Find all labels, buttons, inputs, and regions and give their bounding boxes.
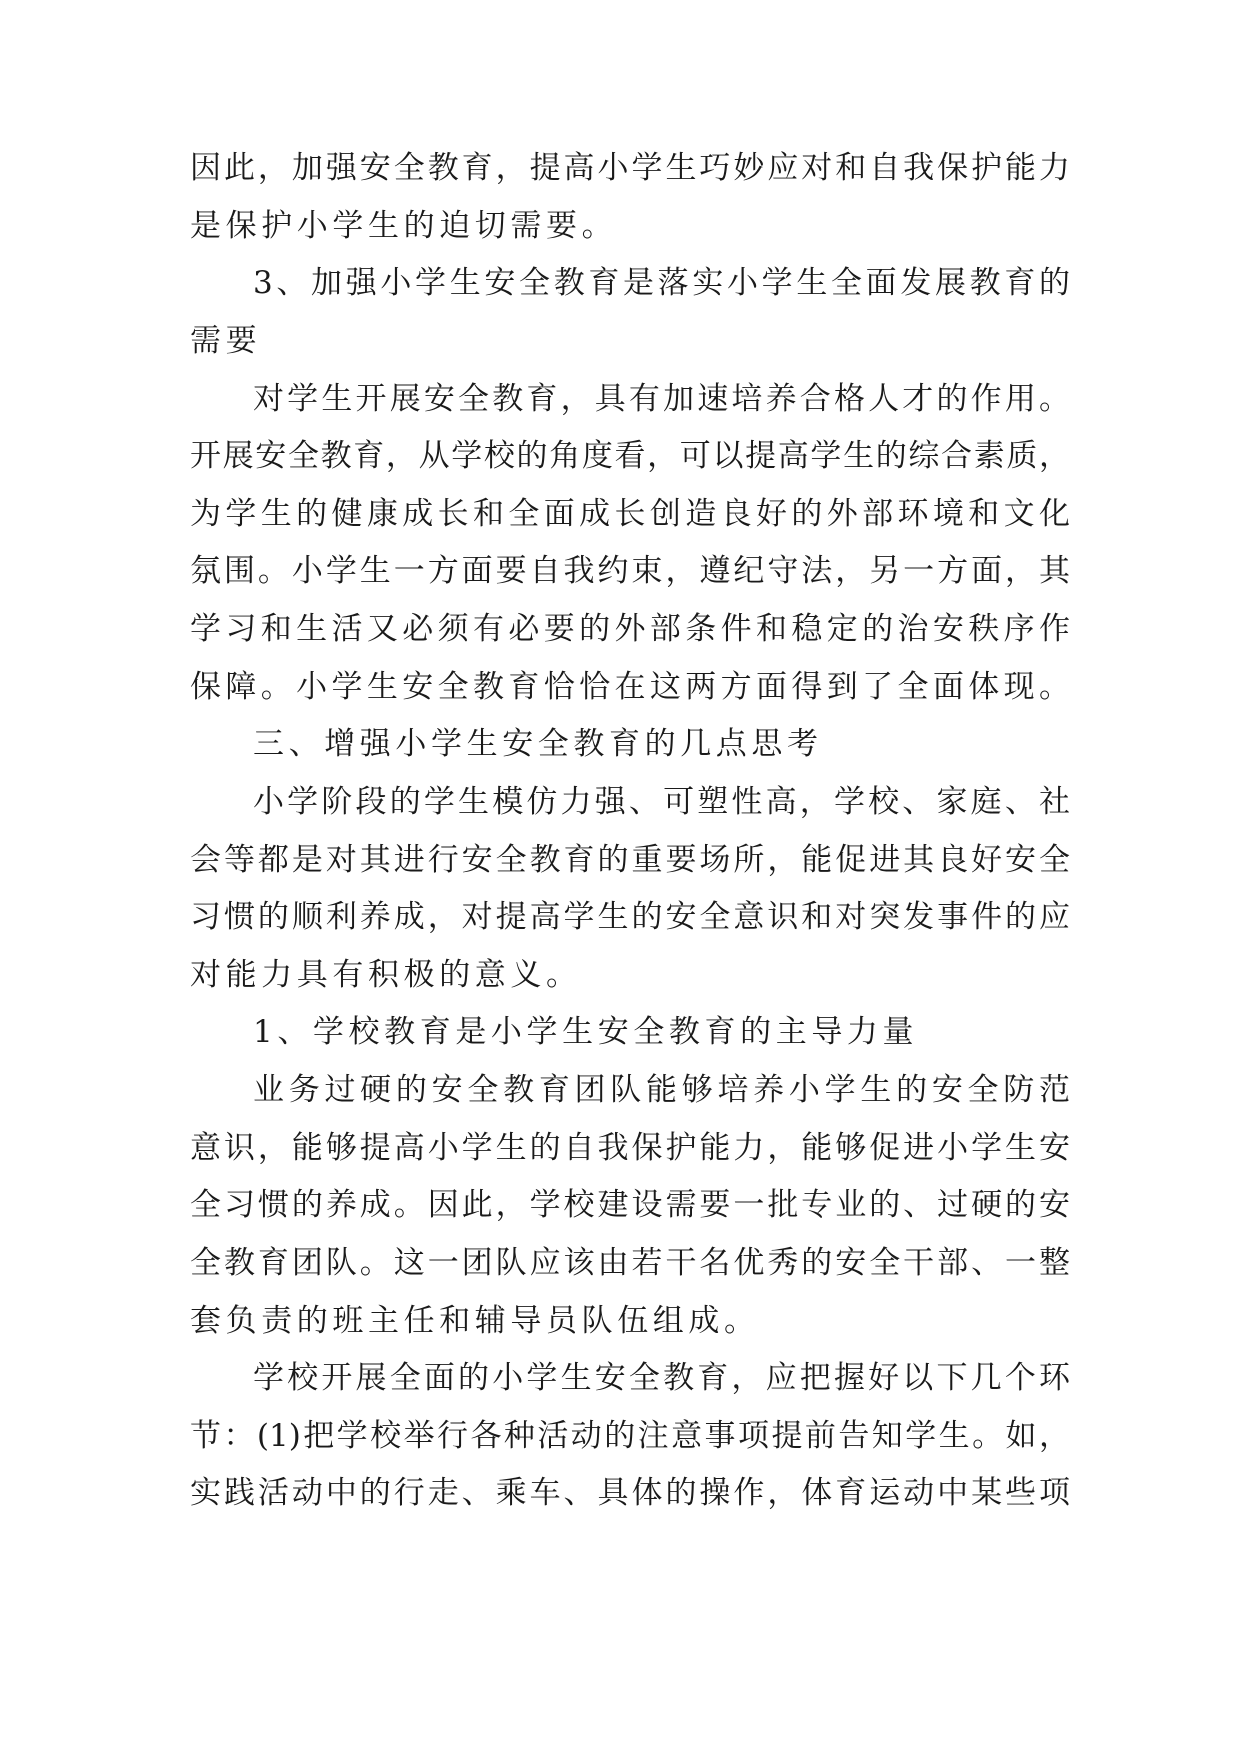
text-line: 小学阶段的学生模仿力强、可塑性高，学校、家庭、社	[253, 784, 1070, 820]
text-line: 全教育团队。这一团队应该由若干名优秀的安全干部、一整	[190, 1245, 1070, 1281]
section-heading: 1、学校教育是小学生安全教育的主导力量	[253, 1014, 919, 1050]
text-line: 学校开展全面的小学生安全教育，应把握好以下几个环	[253, 1360, 1070, 1396]
text-line: 是保护小学生的迫切需要。	[190, 208, 618, 244]
text-line: 学习和生活又必须有必要的外部条件和稳定的治安秩序作	[190, 611, 1070, 647]
text-line: 会等都是对其进行安全教育的重要场所，能促进其良好安全	[190, 842, 1070, 878]
text-line: 意识，能够提高小学生的自我保护能力，能够促进小学生安	[190, 1130, 1070, 1166]
section-heading: 三、增强小学生安全教育的几点思考	[253, 726, 823, 762]
text-line: 全习惯的养成。因此，学校建设需要一批专业的、过硬的安	[190, 1187, 1070, 1223]
text-line: 因此，加强安全教育，提高小学生巧妙应对和自我保护能力	[190, 150, 1070, 186]
text-line: 套负责的班主任和辅导员队伍组成。	[190, 1303, 760, 1339]
text-line: 保障。小学生安全教育恰恰在这两方面得到了全面体现。	[190, 669, 1070, 705]
text-line: 习惯的顺利养成，对提高学生的安全意识和对突发事件的应	[190, 899, 1070, 935]
section-heading: 需要	[190, 323, 262, 359]
text-line: 氛围。小学生一方面要自我约束，遵纪守法，另一方面，其	[190, 553, 1070, 589]
text-line: 为学生的健康成长和全面成长创造良好的外部环境和文化	[190, 496, 1070, 532]
section-heading: 3、加强小学生安全教育是落实小学生全面发展教育的	[253, 265, 1070, 301]
text-line: 实践活动中的行走、乘车、具体的操作，体育运动中某些项	[190, 1475, 1070, 1511]
text-line: 开展安全教育，从学校的角度看，可以提高学生的综合素质，	[190, 438, 1070, 474]
text-line: 业务过硬的安全教育团队能够培养小学生的安全防范	[253, 1072, 1070, 1108]
text-line: 节：(1)把学校举行各种活动的注意事项提前告知学生。如，	[190, 1418, 1070, 1454]
text-line: 对能力具有积极的意义。	[190, 957, 582, 993]
text-line: 对学生开展安全教育，具有加速培养合格人才的作用。	[253, 381, 1070, 417]
